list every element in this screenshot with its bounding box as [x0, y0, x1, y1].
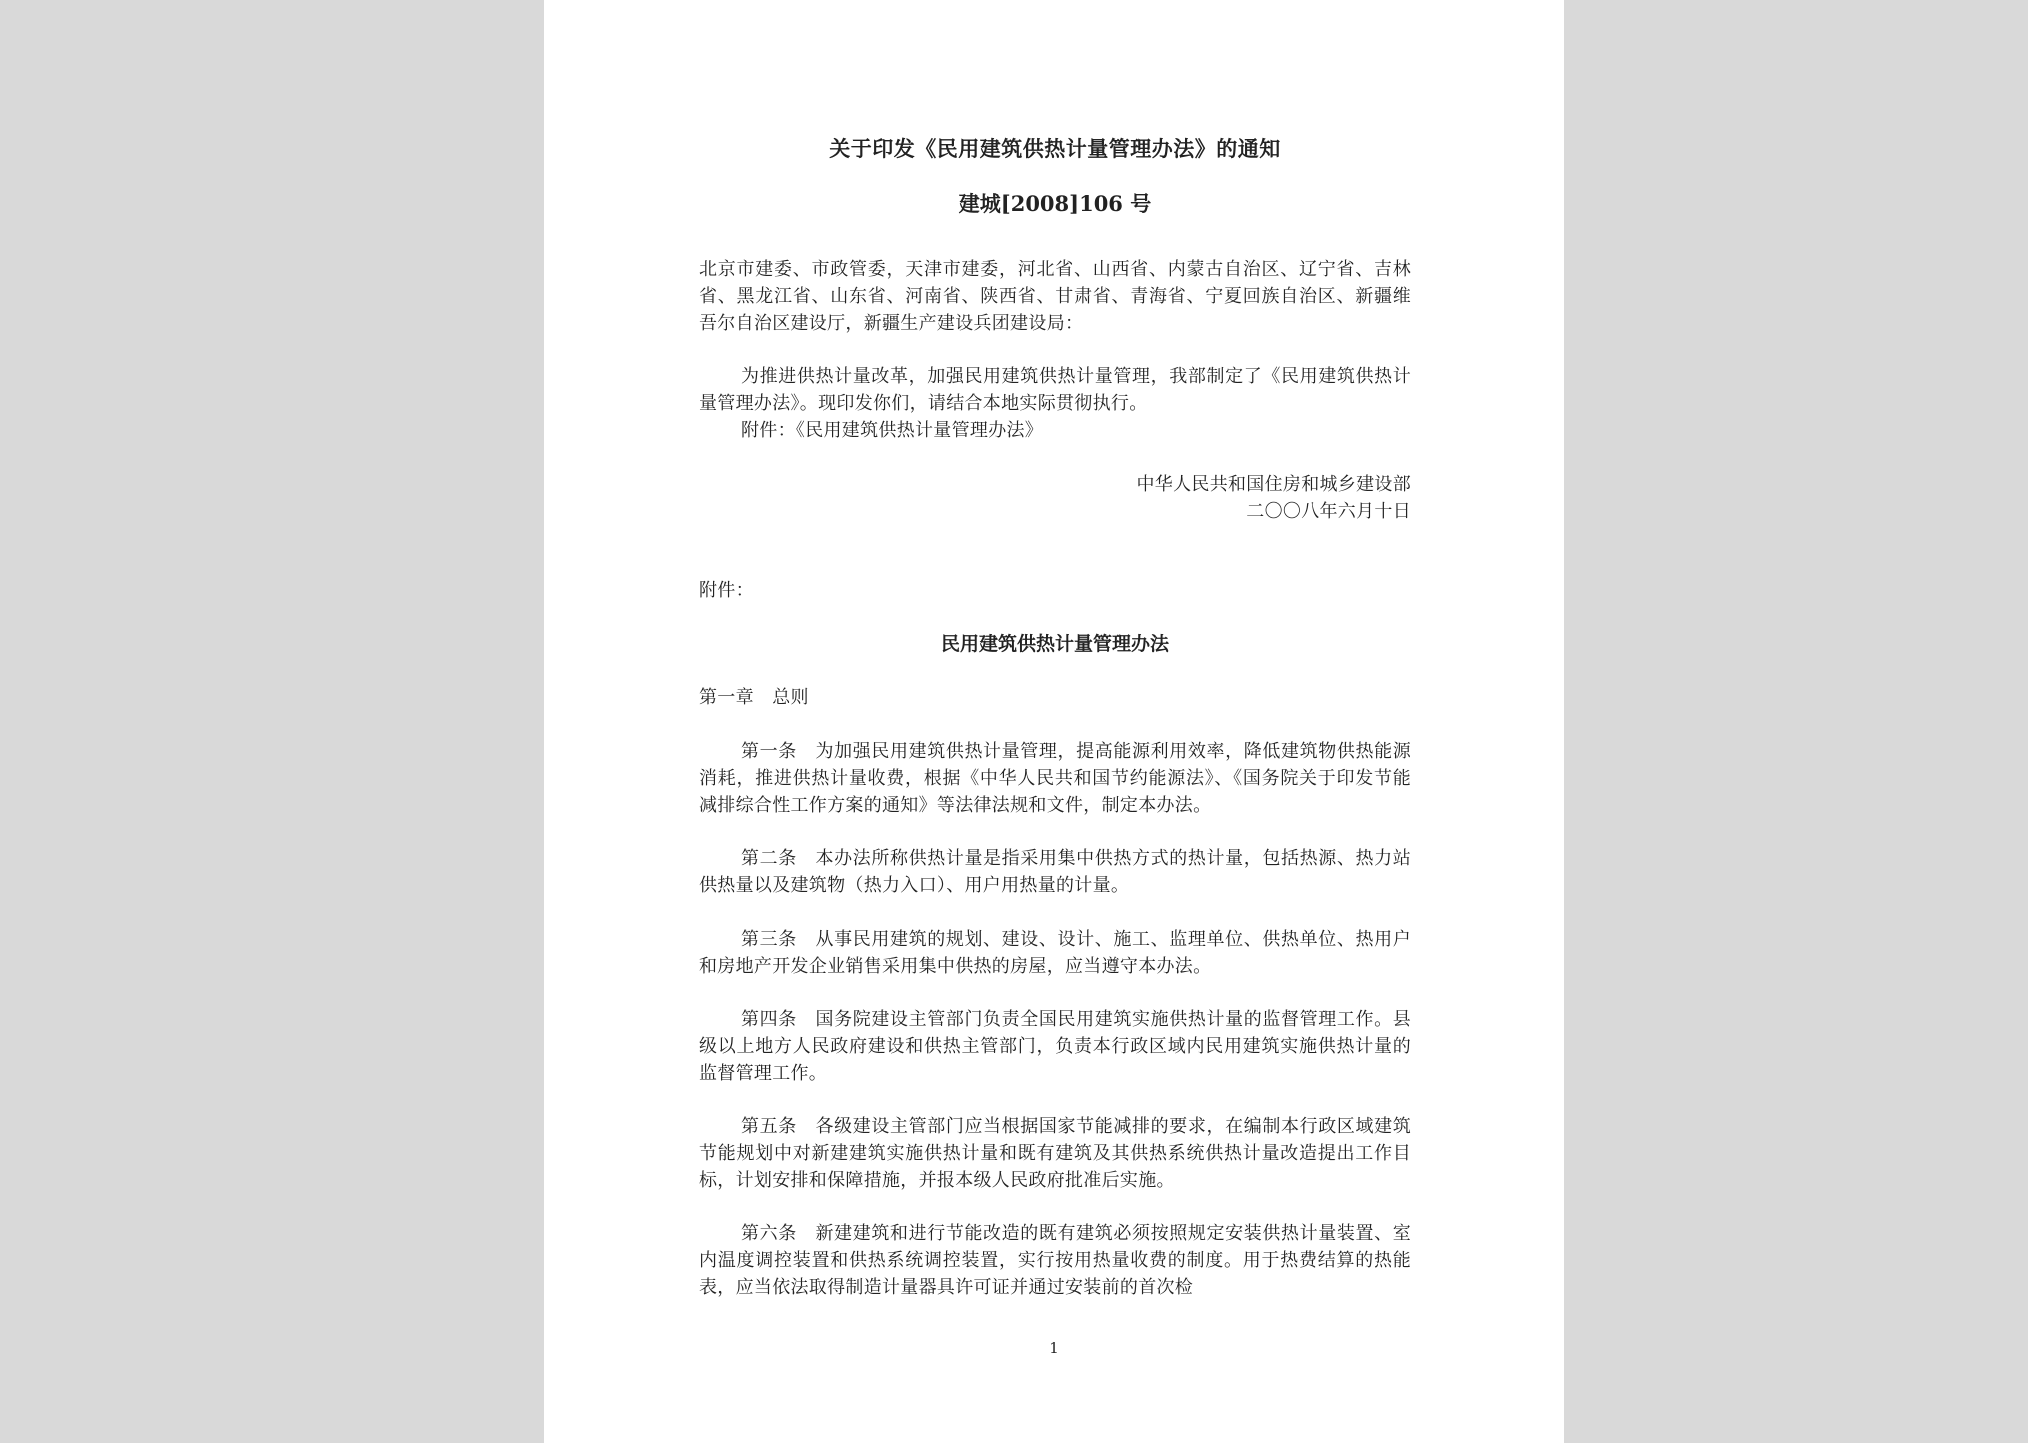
article-1: 第一条 为加强民用建筑供热计量管理，提高能源利用效率，降低建筑物供热能源消耗，推进供热计量收费，根据《中华人民共和国节约能源法》、《国务院关于印发节能减排综合性工作方案的通知》等法律法规和文件，制定本办法。	[699, 741, 1411, 816]
article-4: 第四条 国务院建设主管部门负责全国民用建筑实施供热计量的监督管理工作。县级以上地方人民政府建设和供热主管部门，负责本行政区域内民用建筑实施供热计量的监督管理工作。	[699, 1009, 1411, 1084]
page-number: 1	[1049, 1339, 1059, 1357]
article-6: 第六条 新建建筑和进行节能改造的既有建筑必须按照规定安装供热计量装置、室内温度调控装置和供热系统调控装置，实行按用热量收费的制度。用于热费结算的热能表，应当依法取得制造计量器具许可证并通过安装前的首次检	[699, 1223, 1411, 1298]
recipients-paragraph: 北京市建委、市政管委，天津市建委，河北省、山西省、内蒙古自治区、辽宁省、吉林省、黑龙江省、山东省、河南省、陕西省、甘肃省、青海省、宁夏回族自治区、新疆维吾尔自治区建设厅，新疆生产建设兵团建设局：	[699, 259, 1411, 334]
notice-title: 关于印发《民用建筑供热计量管理办法》的通知	[829, 136, 1281, 161]
article-2: 第二条 本办法所称供热计量是指采用集中供热方式的热计量，包括热源、热力站供热量以及建筑物（热力入口）、用户用热量的计量。	[699, 848, 1411, 896]
issuer-name: 中华人民共和国住房和城乡建设部	[1136, 474, 1411, 495]
document-number: 建城[2008]106 号	[958, 191, 1152, 216]
article-5: 第五条 各级建设主管部门应当根据国家节能减排的要求，在编制本行政区域建筑节能规划中对新建建筑实施供热计量和既有建筑及其供热系统供热计量改造提出工作目标，计划安排和保障措施，并报本级人民政府批准后实施。	[699, 1116, 1411, 1191]
attachment-label: 附件：	[699, 580, 754, 601]
article-3: 第三条 从事民用建筑的规划、建设、设计、施工、监理单位、供热单位、热用户和房地产开发企业销售采用集中供热的房屋，应当遵守本办法。	[699, 929, 1411, 977]
chapter-heading: 第一章 总则	[699, 687, 809, 708]
document-page	[544, 0, 1564, 1443]
attachment-reference: 附件：《民用建筑供热计量管理办法》	[741, 420, 1044, 441]
notice-body-paragraph: 为推进供热计量改革，加强民用建筑供热计量管理，我部制定了《民用建筑供热计量管理办法》。现印发你们，请结合本地实际贯彻执行。	[699, 366, 1411, 414]
issue-date: 二〇〇八年六月十日	[1246, 501, 1411, 522]
attachment-title: 民用建筑供热计量管理办法	[940, 633, 1169, 655]
